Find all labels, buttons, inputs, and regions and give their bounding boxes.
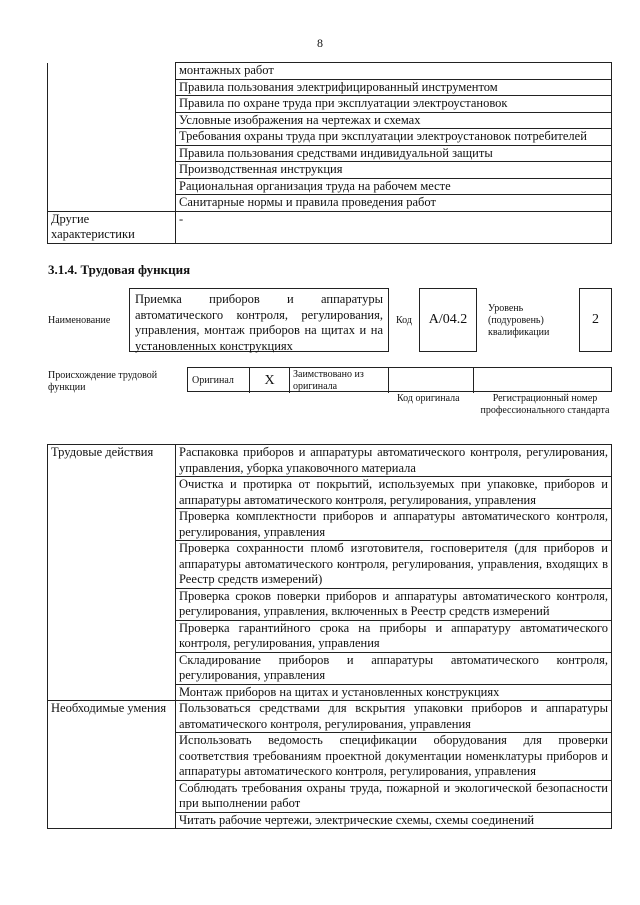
row-text: Правила пользования электрифицированный инструментом [176,79,612,96]
list-item: Проверка гарантийного срока на приборы и аппаратуру автоматического контроля, регулирования, управления [176,620,612,652]
list-item: Складирование приборов и аппаратуры автоматического контроля, регулирования, управления [176,652,612,684]
row-text: Санитарные нормы и правила проведения работ [176,195,612,212]
original-code-cell [389,368,474,393]
list-item: Проверка комплектности приборов и аппаратуры автоматического контроля, регулирования, управления [176,509,612,541]
section-title: 3.1.4. Трудовая функция [48,262,191,277]
row-label [48,112,176,129]
table-row [48,145,612,162]
row-text: Правила по охране труда при эксплуатации электроустановок [176,96,612,113]
row-label [48,129,176,146]
name-label: Наименование [48,315,111,326]
table-row [48,195,612,212]
row-label [48,79,176,96]
table-row [48,63,612,80]
table-row [48,178,612,195]
row-label [48,96,176,113]
borrowed-label: Заимствовано из оригинала [290,368,389,393]
row-text: монтажных работ [176,63,612,80]
list-item: Соблюдать требования охраны труда, пожарной и экологической безопасности при выполнении работ [176,780,612,812]
reg-number-caption: Регистрационный номер профессионального стандарта [480,393,610,416]
row-text: Производственная инструкция [176,162,612,179]
original-label: Оригинал [188,368,250,393]
table-row [48,211,612,243]
row-text: Правила пользования средствами индивидуальной защиты [176,145,612,162]
qualification-level-box: 2 [579,288,612,352]
row-label [48,162,176,179]
original-mark: X [250,368,290,393]
row-text: Условные изображения на чертежах и схемах [176,112,612,129]
row-label [48,63,176,80]
table-row [48,112,612,129]
list-item: Монтаж приборов на щитах и установленных конструкциях [176,684,612,701]
row-label [48,195,176,212]
origin-row [187,367,612,392]
page-number: 8 [317,36,323,50]
function-code-box: А/04.2 [419,288,477,352]
table-row [48,129,612,146]
table-row [48,445,612,477]
group-label: Необходимые умения [48,701,176,829]
table-row [48,162,612,179]
row-text: Рациональная организация труда на рабочем месте [176,178,612,195]
reg-number-cell [474,368,612,393]
list-item: Пользоваться средствами для вскрытия упаковки приборов и аппаратуры автоматического контроля, регулирования, управления [176,701,612,733]
code-original-caption: Код оригинала [397,393,460,404]
row-label: Другие характеристики [48,211,176,243]
row-text: - [176,211,612,243]
list-item: Использовать ведомость спецификации оборудования для проверки соответствия требованиям проектной документации номенклатуры приборов и аппаратуры автоматического контроля, регулирования, управления [176,733,612,781]
list-item: Проверка сроков поверки приборов и аппаратуры автоматического контроля, регулирования, управления, включенных в Реестр средств измерений [176,588,612,620]
table-row [48,96,612,113]
group-label: Трудовые действия [48,445,176,701]
row-label [48,178,176,195]
list-item: Проверка сохранности пломб изготовителя, госповерителя (для приборов и аппаратуры автоматического контроля, регулирования, управления, входящих в Реестр средств измерений) [176,541,612,589]
knowledge-table [47,62,612,244]
table-row [48,701,612,733]
table-row [48,79,612,96]
origin-label: Происхождение трудовой функции [48,370,158,393]
level-label: Уровень (подуровень) квалификации [488,303,550,338]
function-name-box: Приемка приборов и аппаратуры автоматического контроля, регулирования, управления, монтаж приборов на щитах и на установленных конструкциях [129,288,389,352]
row-text: Требования охраны труда при эксплуатации электроустановок потребителей [176,129,612,146]
code-label: Код [396,315,412,326]
list-item: Читать рабочие чертежи, электрические схемы, схемы соединений [176,812,612,829]
row-label [48,145,176,162]
list-item: Распаковка приборов и аппаратуры автоматического контроля, регулирования, управления, уборка упаковочного материала [176,445,612,477]
labor-actions-table [47,444,612,829]
list-item: Очистка и протирка от покрытий, используемых при упаковке, приборов и аппаратуры автоматического контроля, регулирования, управления [176,477,612,509]
